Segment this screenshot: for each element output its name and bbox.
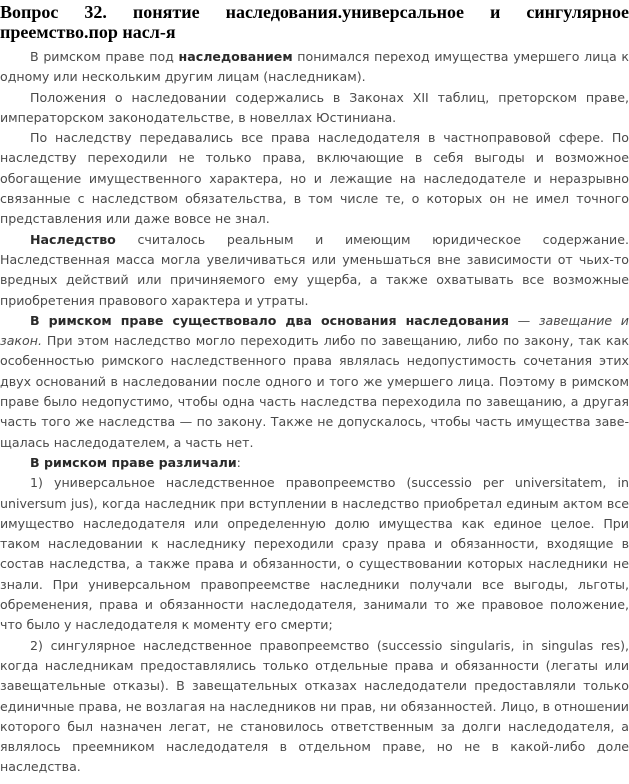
text-run: —	[508, 312, 539, 328]
paragraph-universal-succession: 1) универсальное наследственное правопреемство (successio per universitatem, in universum jus), когда наследник при вступлении в наследство приобретал единым актом все имущество наследодателя или определенную долю имущества как единое целое. При таком наследовании к наследнику переходили сразу права и обязанности, входящие в состав наследства, а также права и обязанности, о существовании которых наследники не знали. При универсальном правопреемстве наследники получали все выгоды, льготы, обременения, права и обязанности наследодателя, занимали то же правовое положение, что было у наследодателя к моменту его смерти;	[0, 475, 629, 633]
text-run: :	[236, 454, 241, 470]
paragraph-sources: Положения о наследовании содержались в Законах XII таблиц, преторском праве, императорском законодательстве, в новеллах Юстиниана.	[0, 89, 629, 125]
italic-will-and-law: завещание и закон.	[0, 312, 629, 349]
bold-grounds-heading: В римском праве существовало два основания наследования	[30, 312, 509, 328]
text-run: понимался переход имущества умершего лица к одному или нескольким другим лицам (наследникам).	[0, 49, 629, 85]
paragraph-definition	[0, 47, 629, 88]
paragraph-grounds	[0, 311, 629, 453]
paragraph-estate	[0, 230, 629, 311]
bold-distinguished-heading: В римском праве различали	[30, 454, 237, 470]
text-run: считалось реальным и имеющим юридическое содержание. Наследственная масса могла увеличиваться или уменьшаться вне зависимости от чьих-то вредных действий или причиняемого ему ущерба, а также охватывать все возможные приобретения правового характера и утраты.	[0, 231, 629, 308]
paragraph-distinguished	[0, 453, 629, 473]
text-run: В римском праве под	[30, 49, 179, 64]
page-title: Вопрос 32. понятие наследования.универсальное и сингулярное преемство.пор насл-я	[0, 2, 629, 42]
paragraph-singular-succession: 2) сингулярное наследственное правопреемство (successio singularis, in singulas res), когда наследникам предоставлялись только отдельные права и обязанности (легаты или завещательные отказы). В завещательных отказах наследодатели предоставляли только единичные права, не возлагая на наследников ни прав, ни обязанностей. Лицо, в отношении которого был назначен легат, не становилось ответственным за долги наследодателя, а являлось преемником наследодателя в отдельном праве, но не в какой-либо доле наследства.	[0, 637, 629, 775]
text-run: При этом наследство могло переходить либо по завещанию, либо по закону, так как особенностью римского наследственного права являлась недопустимость сочетания этих двух оснований в наследовании после одного и того же умершего лица. Поэтому в римском праве было недопустимо, чтобы одна часть наследства переходила по завещанию, а другая часть того же наследства — по закону. Также не допускалось, чтобы часть имущества заве-щалась наследодателем, а часть нет.	[0, 333, 629, 450]
bold-term-estate: Наследство	[30, 231, 116, 247]
paragraph-transfer: По наследству передавались все права наследодателя в частноправовой сфере. По наследству переходили не только права, включающие в себя выгоды и возможное обогащение имущественного характера, но и лежащие на наследодателе и неразрывно связанные с наследством обязательства, в том числе те, о которых он не имел точного представления или даже вовсе не знал.	[0, 130, 629, 227]
bold-term-inheritance: наследованием	[178, 49, 293, 64]
